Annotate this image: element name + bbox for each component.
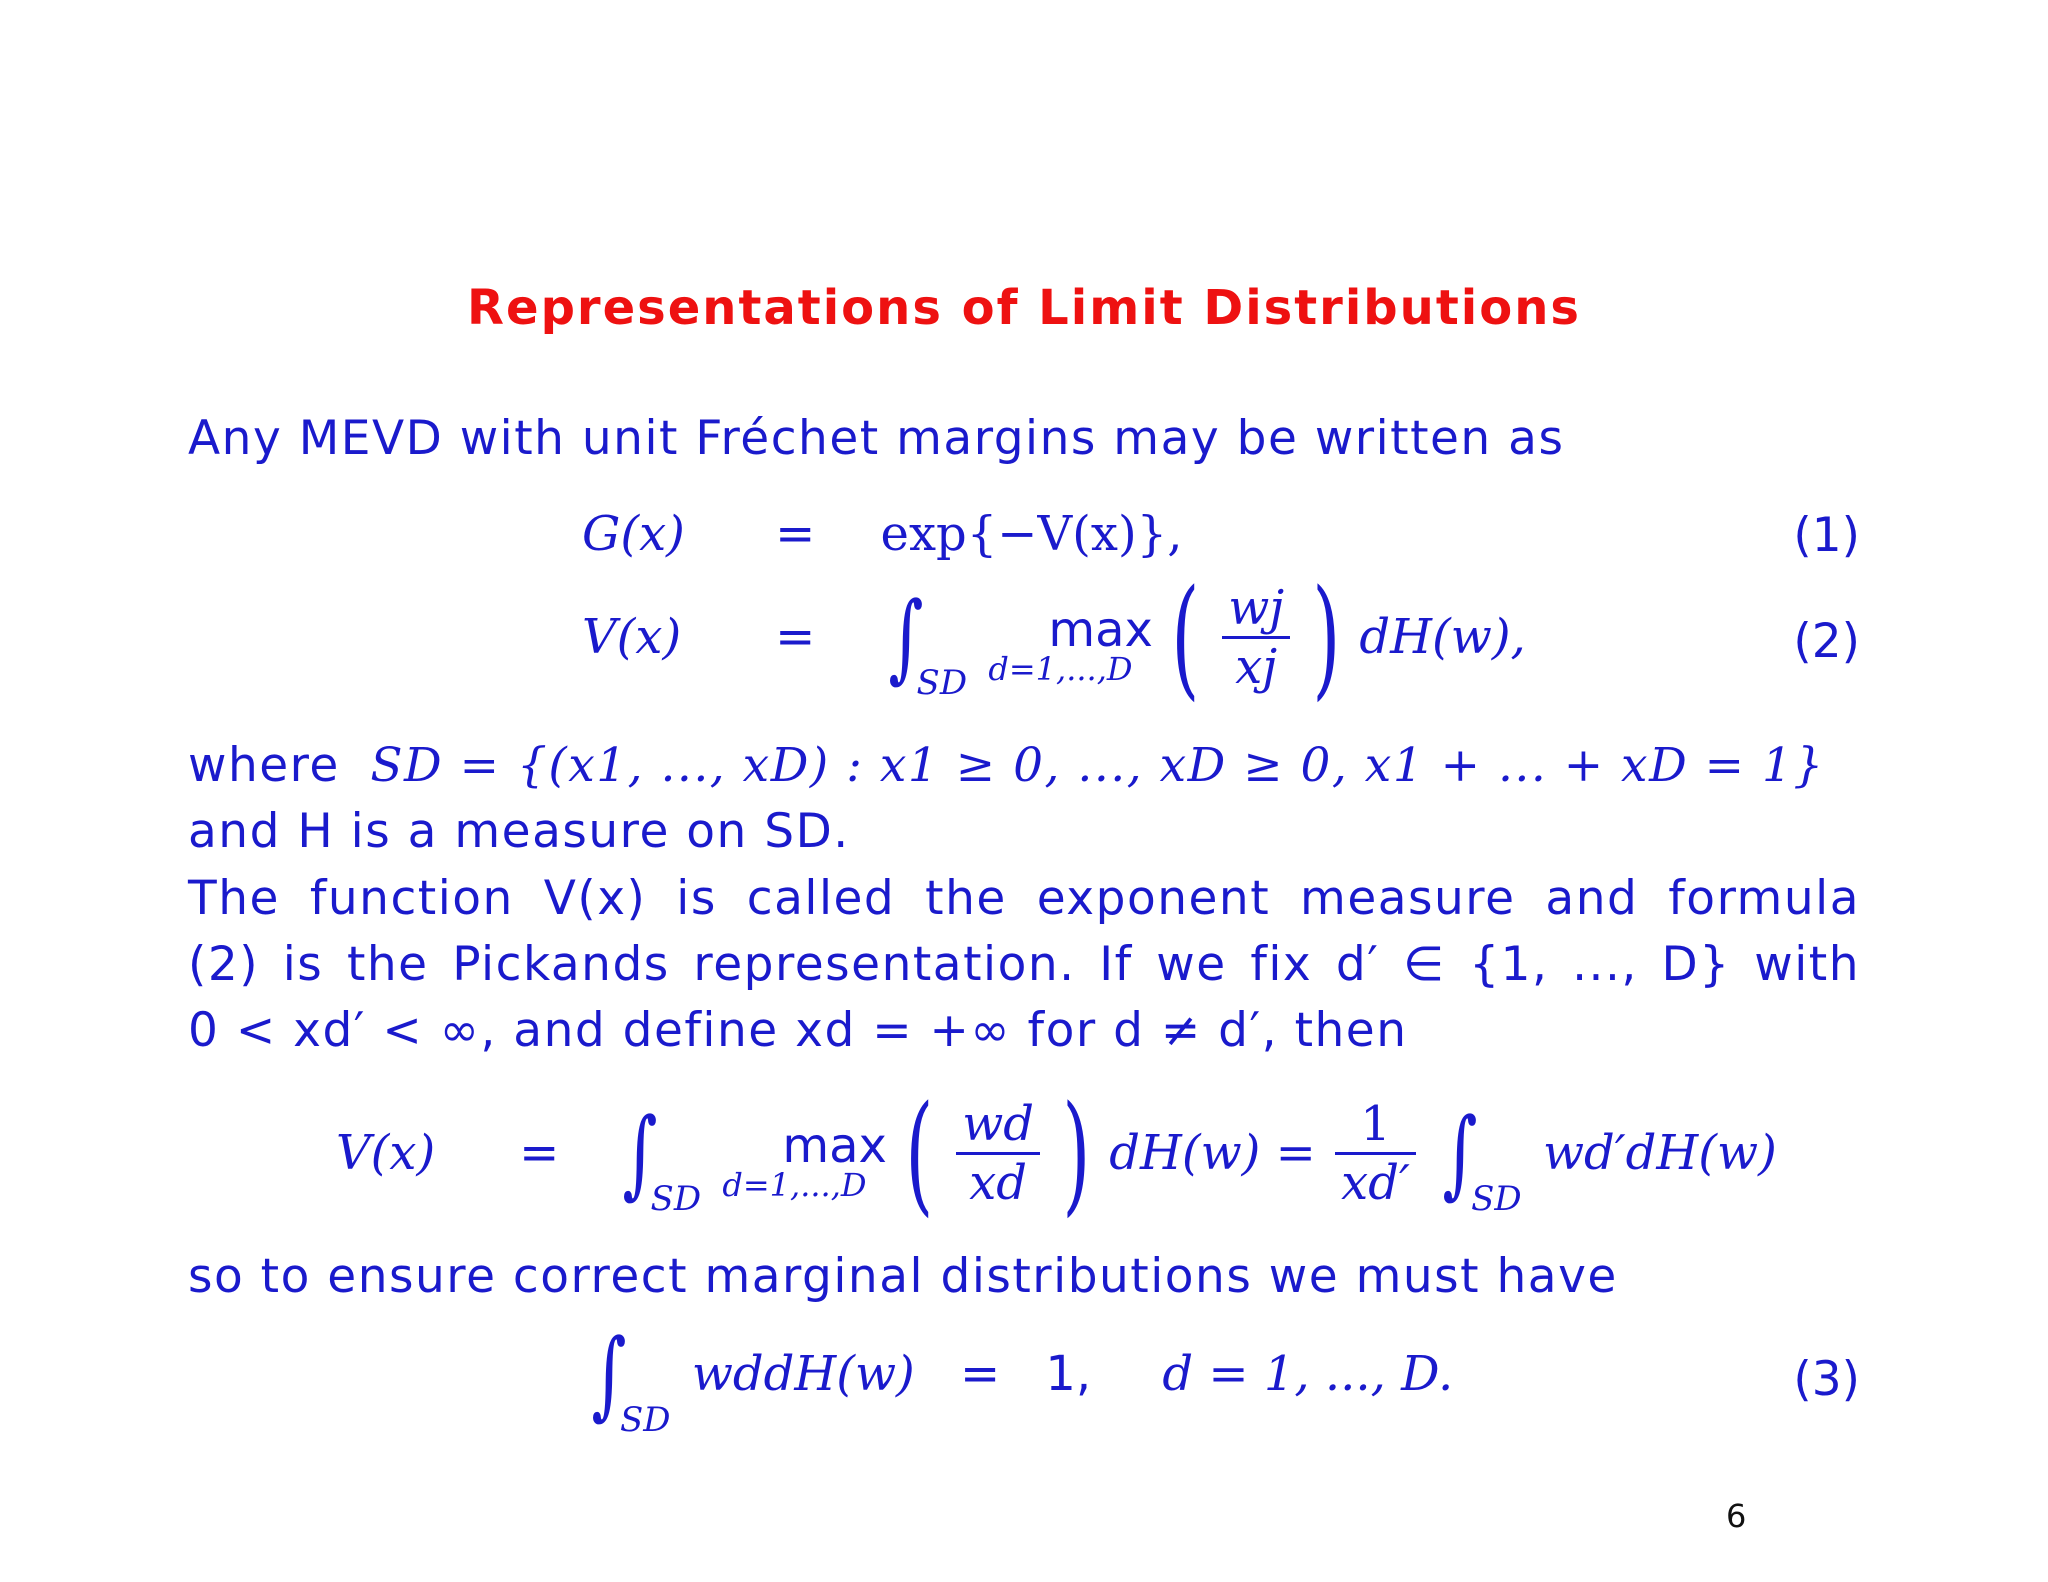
where-line xyxy=(188,733,1860,799)
eq2-max-label: max xyxy=(1048,602,1153,658)
eqmid-max xyxy=(722,1118,887,1204)
eq3-rhs: 1, xyxy=(1045,1346,1092,1402)
eqmid-middle: dH(w) = xyxy=(1109,1125,1316,1181)
and-line: and H is a measure on SD. xyxy=(188,804,850,859)
left-paren: ( xyxy=(905,1077,934,1229)
eqmid-max-label: max xyxy=(782,1118,887,1174)
eq3-body: wddH(w) xyxy=(691,1346,915,1402)
eqmid-fraction-2 xyxy=(1335,1096,1416,1211)
left-paren: ( xyxy=(1171,561,1200,713)
eq1-equals: = xyxy=(775,506,816,562)
eq3-integral-domain: SD xyxy=(620,1399,671,1440)
eq2-max xyxy=(988,602,1153,688)
right-paren: ) xyxy=(1312,561,1341,713)
eqmid-integral-domain: SD xyxy=(650,1178,702,1219)
eq2-frac-den: xj xyxy=(1235,638,1278,695)
so-line: so to ensure correct marginal distributions we must have xyxy=(188,1249,1618,1304)
right-paren: ) xyxy=(1062,1077,1091,1229)
eq2-frac-num: wj xyxy=(1222,580,1290,639)
eqmid-frac2-den: xd′ xyxy=(1341,1154,1410,1211)
eqmid-frac2-num: 1 xyxy=(1335,1096,1416,1155)
page-number: 6 xyxy=(1726,1497,1747,1535)
eq1-rhs: exp{−V(x)}, xyxy=(880,506,1183,562)
eqmid-equals: = xyxy=(519,1125,560,1181)
equation-3 xyxy=(584,1318,1454,1440)
integral-sign: ∫ xyxy=(622,1097,658,1209)
where-set: SD = {(x1, ..., xD) : x1 ≥ 0, ..., xD ≥ 0, x1 + ... + xD = 1} xyxy=(370,738,1825,793)
paragraph-line-3: 0 < xd′ < ∞, and define xd = +∞ for d ≠ d′, then xyxy=(188,1003,1408,1058)
eqmid-frac-num: wd xyxy=(956,1096,1040,1155)
equation-1 xyxy=(582,506,1182,562)
eqmid-integral-domain-2: SD xyxy=(1471,1178,1522,1219)
integral-sign: ∫ xyxy=(591,1318,627,1430)
paragraph-line-1 xyxy=(188,866,1860,932)
eq2-number: (2) xyxy=(1793,614,1860,669)
paragraph-line-2 xyxy=(188,932,1860,998)
eq1-lhs: G(x) xyxy=(582,506,685,562)
paragraph-line-2-text: (2) is the Pickands representation. If we fix d′ ∈ {1, ..., D} with xyxy=(188,937,1860,992)
eq2-integral-domain: SD xyxy=(916,662,968,703)
equation-mid xyxy=(336,1077,1777,1229)
eq1-number: (1) xyxy=(1793,508,1860,563)
eq3-condition: d = 1, ..., D. xyxy=(1162,1346,1454,1402)
eqmid-max-range: d=1,...,D xyxy=(722,1166,867,1204)
eq3-number: (3) xyxy=(1793,1352,1860,1407)
where-word: where xyxy=(188,738,340,793)
eq2-fraction xyxy=(1222,580,1290,695)
integral-sign: ∫ xyxy=(888,581,924,693)
equation-2 xyxy=(582,561,1526,713)
integral-sign: ∫ xyxy=(1442,1097,1478,1209)
eqmid-frac-den: xd xyxy=(969,1154,1027,1211)
paragraph-line-1-text: The function V(x) is called the exponent measure and formula xyxy=(188,871,1860,926)
eqmid-tail: wd′dH(w) xyxy=(1542,1125,1777,1181)
eq2-max-range: d=1,...,D xyxy=(988,650,1133,688)
eqmid-lhs: V(x) xyxy=(336,1125,436,1181)
eqmid-fraction xyxy=(956,1096,1040,1211)
eq2-tail: dH(w), xyxy=(1359,609,1526,665)
slide-title: Representations of Limit Distributions xyxy=(467,280,1581,336)
eq2-equals: = xyxy=(775,609,816,665)
intro-text: Any MEVD with unit Fréchet margins may be written as xyxy=(188,411,1565,466)
eq2-lhs: V(x) xyxy=(582,609,682,665)
eq3-equals: = xyxy=(959,1346,1001,1402)
